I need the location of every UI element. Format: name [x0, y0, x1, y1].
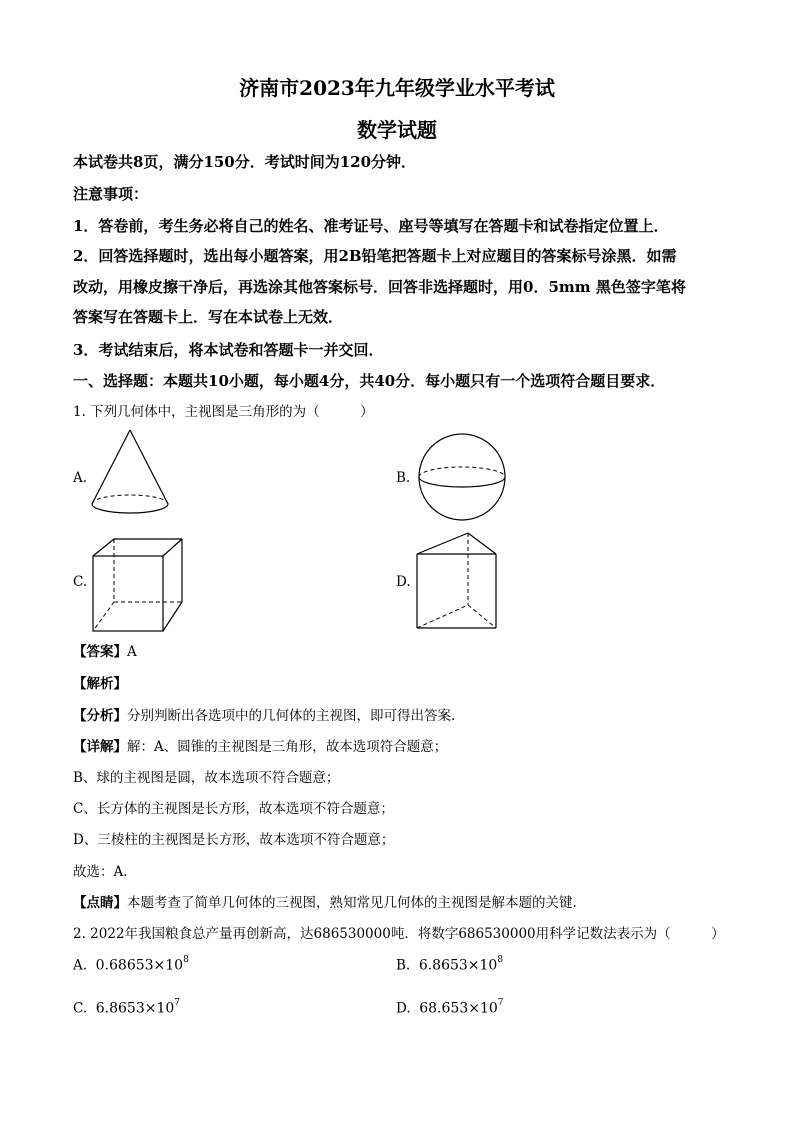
notice-item-2-line-2: 改动，用橡皮擦干净后，再选涂其他答案标号．回答非选择题时，用0．5mm 黑色签字笔将 — [73, 278, 686, 296]
notice-item-1: 1．答卷前，考生务必将自己的姓名、准考证号、座号等填写在答题卡和试卷指定位置上． — [73, 217, 669, 235]
choose-line: 故选：A. — [73, 864, 128, 880]
comment-text: 本题考查了简单几何体的三视图，熟知常见几何体的主视图是解本题的关键. — [127, 895, 577, 911]
detail-tag: 【详解】 — [73, 739, 127, 755]
option-b-label: B. — [396, 470, 411, 486]
q2-option-a-exponent: 8 — [183, 955, 189, 965]
q2-option-c-base: 6.8653×10 — [95, 1000, 175, 1017]
q2-option-b — [396, 957, 503, 974]
fenxi-line — [73, 704, 455, 724]
section-heading: 一、选择题：本题共10小题，每小题4分，共40分．每小题只有一个选项符合题目要求． — [73, 372, 666, 390]
detail-a-text: 解：A、圆锥的主视图是三角形，故本选项符合题意； — [127, 739, 448, 755]
comment-tag: 【点睛】 — [73, 895, 127, 911]
fenxi-tag: 【分析】 — [73, 708, 127, 724]
option-a-label: A. — [73, 470, 88, 486]
q2-option-d — [396, 1000, 504, 1017]
answer-line — [73, 640, 137, 660]
comment-line — [73, 891, 577, 911]
triangular-prism-figure — [414, 530, 500, 632]
q2-option-b-base: 6.8653×10 — [418, 957, 498, 974]
q2-option-d-base: 68.653×10 — [419, 1000, 498, 1017]
exam-info: 本试卷共8页，满分150分．考试时间为120分钟． — [73, 153, 417, 171]
detail-line-a — [73, 735, 447, 755]
detail-line-c: C、长方体的主视图是长方形，故本选项不符合题意； — [73, 801, 394, 817]
q2-option-c — [73, 1000, 180, 1017]
notice-item-2-line-3: 答案写在答题卡上．写在本试卷上无效． — [73, 308, 344, 326]
q2-option-a-label: A. — [73, 957, 88, 974]
q2-option-d-exponent: 7 — [497, 998, 504, 1008]
q2-option-a-base: 0.68653×10 — [95, 957, 184, 974]
cone-figure — [88, 428, 172, 520]
cuboid-figure — [90, 536, 186, 634]
detail-line-b: B、球的主视图是圆，故本选项不符合题意； — [73, 770, 340, 786]
analysis-tag: 【解析】 — [73, 676, 127, 692]
option-c-label: C. — [73, 574, 88, 590]
detail-line-d: D、三棱柱的主视图是长方形，故本选项不符合题意； — [73, 832, 395, 848]
q2-option-c-label: C. — [73, 1000, 88, 1017]
notice-heading: 注意事项： — [73, 185, 149, 203]
q2-option-c-exponent: 7 — [174, 998, 180, 1008]
exam-subtitle: 数学试题 — [357, 118, 437, 142]
q2-option-b-label: B. — [396, 957, 411, 974]
q2-option-d-label: D. — [396, 1000, 411, 1017]
q2-option-a — [73, 957, 189, 974]
option-d-label: D. — [396, 574, 411, 590]
notice-item-2-line-1: 2．回答选择题时，选出每小题答案，用2B铅笔把答题卡上对应题目的答案标号涂黑．如需 — [73, 247, 677, 265]
notice-item-3: 3．考试结束后，将本试卷和答题卡一并交回． — [73, 341, 384, 359]
exam-title: 济南市2023年九年级学业水平考试 — [239, 76, 555, 100]
sphere-figure — [414, 432, 510, 522]
answer-tag: 【答案】 — [73, 644, 127, 660]
q2-option-b-exponent: 8 — [497, 955, 504, 965]
question-1-stem: 1. 下列几何体中，主视图是三角形的为（ ） — [73, 404, 374, 420]
fenxi-text: 分别判断出各选项中的几何体的主视图，即可得出答案. — [127, 708, 456, 724]
answer-value: A — [127, 644, 137, 660]
question-2-stem: 2. 2022年我国粮食总产量再创新高，达686530000吨．将数字686530000用科学记数法表示为（ ） — [73, 926, 725, 942]
